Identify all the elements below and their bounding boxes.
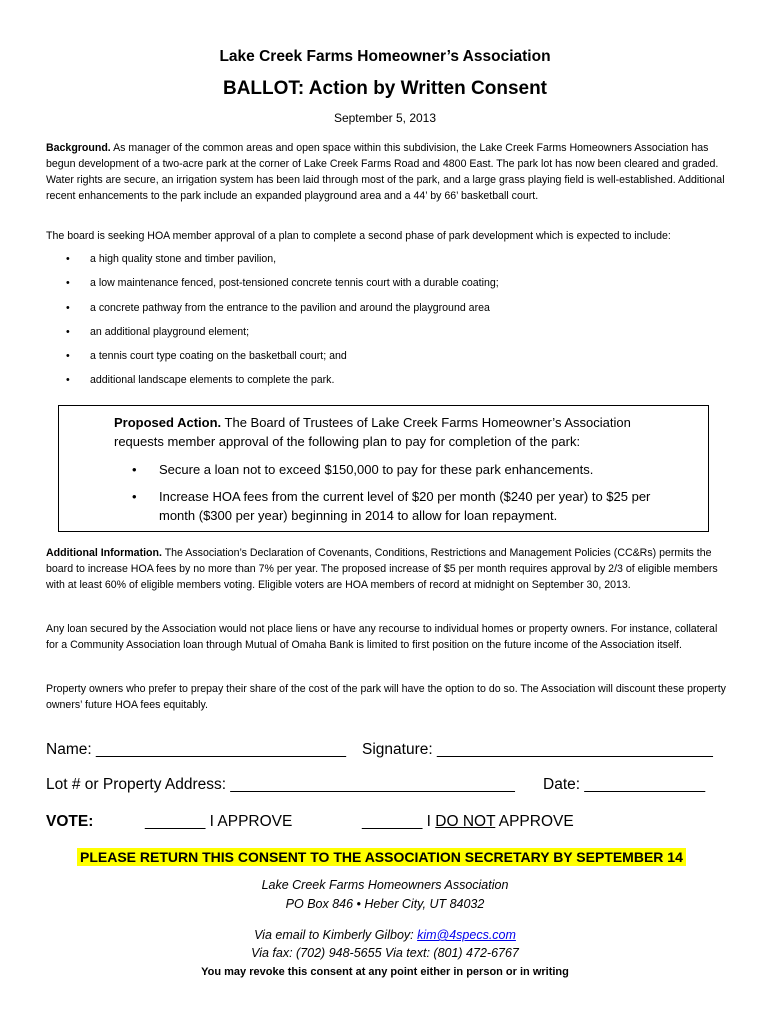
contact-email-line: Via email to Kimberly Gilboy: kim@4specs.com <box>254 928 516 942</box>
prepay-paragraph: Property owners who prefer to prepay their share of the cost of the park will have the option to do so. The Association will discount these property owners’ future HOA fees equitably. <box>46 683 726 711</box>
bullet-icon: • <box>132 489 137 504</box>
bullet-icon: • <box>66 374 70 387</box>
list-item: • a tennis court type coating on the basketball court; and <box>66 350 347 363</box>
bullet-icon: • <box>66 350 70 363</box>
additional-info-label: Additional Information. <box>46 547 162 559</box>
name-line[interactable]: _____________________________ <box>95 741 346 758</box>
approve-option[interactable] <box>145 813 292 831</box>
list-item: • an additional playground element; <box>66 325 250 338</box>
proposal-item: • Increase HOA fees from the current level of $20 per month ($240 per year) to $25 per month ($300 per year) beginning in 2014 to allow for loan repayment. <box>132 489 651 523</box>
signature-field[interactable] <box>362 741 713 759</box>
contact-phones: Via fax: (702) 948-5655 Via text: (801) 472-6767 <box>251 946 519 960</box>
background-text: As manager of the common areas and open space within this subdivision, the Lake Creek Farms Homeowners Association has begun development of a two-acre park at the corner of Lake Creek Farms Road and 4800 East. The park lot has now been cleared and graded. Water rights are secure, an irrigation system has been laid through most of the park, and a large grass playing field is well-established. Additional recent enhancements to the park include an expanded playground area and a 44’ by 66’ basketball court. <box>46 142 725 202</box>
lot-address-label: Lot # or Property Address: <box>46 776 227 793</box>
ballot-date: September 5, 2013 <box>333 111 437 125</box>
list-item: • additional landscape elements to complete the park. <box>66 374 335 387</box>
ballot-title: BALLOT: Action by Written Consent <box>222 78 548 99</box>
signature-label: Signature: <box>362 741 433 758</box>
proposed-action-text: Proposed Action. The Board of Trustees of Lake Creek Farms Homeowner’s Association requests member approval of the following plan to pay for completion of the park: <box>114 415 631 449</box>
list-item: • a concrete pathway from the entrance to the pavilion and around the playground area <box>66 301 490 314</box>
board-intro: The board is seeking HOA member approval of a plan to complete a second phase of park development which is expected to include: <box>46 230 671 242</box>
date-label: Date: <box>543 776 581 793</box>
loan-paragraph: Any loan secured by the Association would not place liens or have any recourse to individual homes or property owners. For instance, collateral for a Community Association loan through Mutual of Omaha Bank is limited to first position on the future income of the Association itself. <box>46 623 718 651</box>
approve-text: I APPROVE <box>209 813 293 830</box>
background-paragraph <box>46 140 730 204</box>
bullet-icon: • <box>66 325 70 338</box>
approve-line[interactable]: _______ <box>145 813 206 830</box>
list-item: • a high quality stone and timber pavilion, <box>66 253 277 265</box>
contact-org: Lake Creek Farms Homeowners Association <box>261 878 509 892</box>
bullet-icon: • <box>66 253 70 265</box>
phase-list <box>66 251 499 397</box>
disapprove-option[interactable]: _______ I DO NOT APPROVE <box>362 813 574 830</box>
bullet-icon: • <box>132 462 137 477</box>
bullet-icon: • <box>66 301 70 314</box>
vote-label: VOTE: <box>46 813 94 830</box>
proposal-item: • Secure a loan not to exceed $150,000 to pay for these park enhancements. <box>132 462 594 477</box>
background-label: Background. <box>46 142 111 154</box>
email-link[interactable]: kim@4specs.com <box>417 928 516 942</box>
date-field[interactable] <box>543 776 705 794</box>
name-label: Name: <box>46 741 92 758</box>
lot-address-line[interactable]: _________________________________ <box>230 776 515 793</box>
lot-address-field[interactable] <box>46 776 515 794</box>
name-field[interactable] <box>46 741 346 759</box>
additional-info-paragraph: Additional Information. The Association’s Declaration of Covenants, Conditions, Restrictions and Management Policies (CC&Rs) permits the board to increase HOA fees by no more than 7% per year. The proposed increase of $5 per month requires approval by 2/3 of eligible members with at least 60% of eligible members voting. Eligible voters are HOA members of record at midnight on September 30, 2013. <box>46 547 718 591</box>
revoke-notice: You may revoke this consent at any point either in person or in writing <box>201 966 569 978</box>
do-not-text: DO NOT <box>435 813 496 830</box>
date-line[interactable]: ______________ <box>584 776 706 793</box>
organization-title: Lake Creek Farms Homeowner’s Association <box>219 48 551 65</box>
disapprove-line[interactable]: _______ <box>362 813 423 830</box>
bullet-icon: • <box>66 277 70 290</box>
proposed-action-box <box>58 405 709 532</box>
contact-address: PO Box 846 • Heber City, UT 84032 <box>285 897 485 911</box>
proposed-action-label: Proposed Action. <box>114 415 222 430</box>
list-item: • a low maintenance fenced, post-tensioned concrete tennis court with a durable coating; <box>66 277 499 290</box>
signature-line[interactable]: ________________________________ <box>436 741 713 758</box>
return-notice: PLEASE RETURN THIS CONSENT TO THE ASSOCIATION SECRETARY BY SEPTEMBER 14 <box>77 848 686 866</box>
